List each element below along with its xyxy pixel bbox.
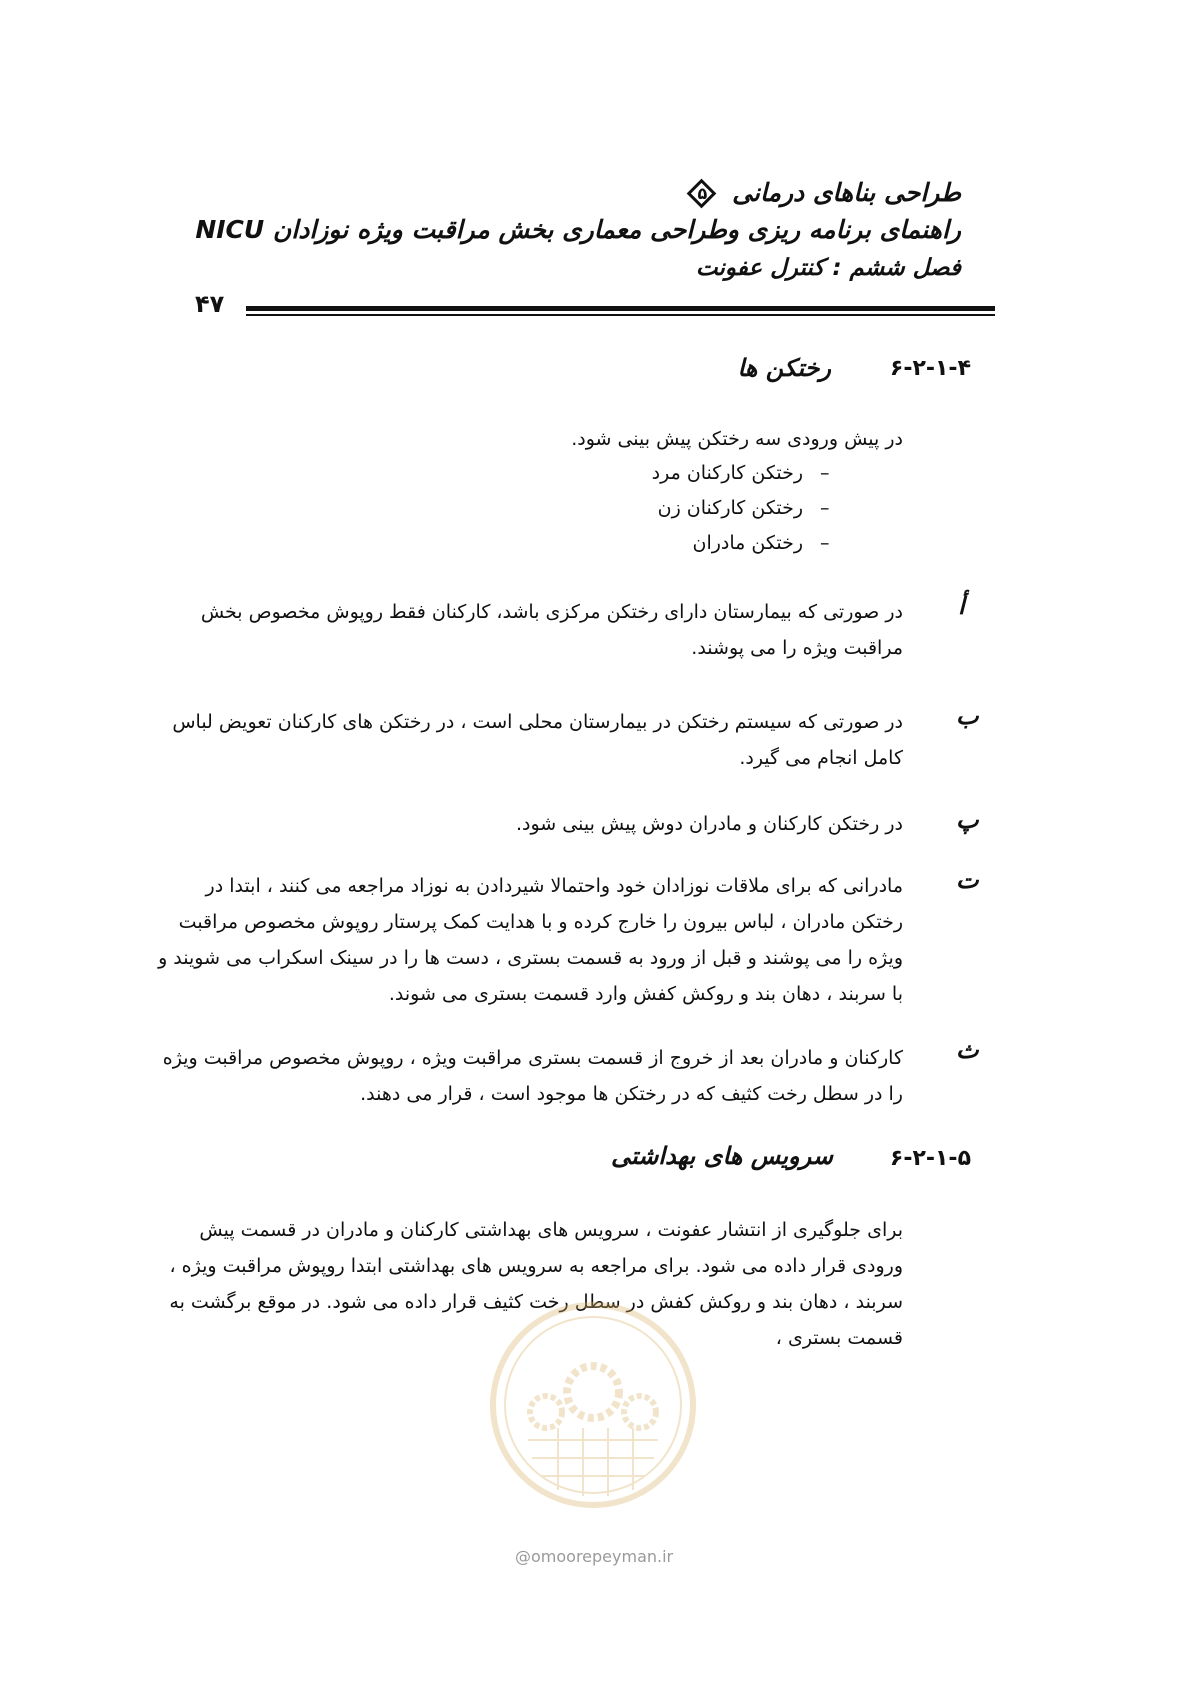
watermark-url: @omoorepeyman.ir [515, 1547, 674, 1566]
item-text: در رختکن کارکنان و مادران دوش پیش بینی شود. [515, 813, 903, 835]
section-intro: در پیش ورودی سه رختکن پیش بینی شود. [571, 428, 903, 450]
header-rule-thick [246, 306, 995, 311]
item-marker: أ [958, 592, 965, 620]
item-text: مادرانی که برای ملاقات نوزادان خود واحتمالا شیردادن به نوزاد مراجعه می کنند ، ابتدا در رختکن مادران ، لباس بیرون را خارج کرده و با هدایت کمک پرستار روپوش مخصوص مراقبت ویژه را می پوشند و قبل از ورود به قسمت بستری ، دست ها را در سینک اسکراب می شویند و با سربند ، دهان بند و روکش کفش وارد قسمت بستری می شوند. [158, 875, 903, 1005]
page-number: ۴۷ [195, 290, 225, 318]
list-item: رختکن مادران [692, 532, 803, 554]
item-text: در صورتی که سیستم رختکن در بیمارستان محلی است ، در رختکن های کارکنان تعویض لباس کامل انجام می گیرد. [172, 711, 903, 769]
bullet-dash: – [820, 532, 830, 554]
item-text: در صورتی که بیمارستان دارای رختکن مرکزی باشد، کارکنان فقط روپوش مخصوص بخش مراقبت ویژه را می پوشند. [200, 601, 903, 659]
watermark-seal [488, 1300, 698, 1510]
section-number: ۶-۲-۱-۵ [889, 1146, 971, 1171]
volume-number: ۵ [697, 184, 708, 203]
section-title: سرویس های بهداشتی [610, 1142, 833, 1170]
bullet-dash: – [820, 462, 830, 484]
chapter-title: فصل ششم : کنترل عفونت [695, 255, 961, 281]
volume-badge [687, 179, 717, 209]
list-item: رختکن کارکنان زن [657, 497, 803, 519]
bullet-dash: – [820, 497, 830, 519]
item-marker: ث [956, 1036, 979, 1064]
item-marker: ب [956, 702, 979, 730]
item-marker: پ [956, 806, 979, 834]
section-number: ۶-۲-۱-۴ [889, 356, 971, 381]
guide-title: راهنمای برنامه ریزی وطراحی معماری بخش مراقبت ویژه نوزادان NICU [195, 215, 961, 244]
item-text: کارکنان و مادران بعد از خروج از قسمت بستری مراقبت ویژه ، روپوش مخصوص مراقبت ویژه را در سطل رخت کثیف که در رختکن ها موجود است ، قرار می دهند. [162, 1047, 903, 1105]
header-rule-thin [246, 314, 995, 316]
list-item: رختکن کارکنان مرد [651, 462, 803, 484]
section-text: برای جلوگیری از انتشار عفونت ، سرویس های بهداشتی کارکنان و مادران در قسمت پیش ورودی قرار داده می شود. برای مراجعه به سرویس های بهداشتی ابتدا روپوش مراقبت ویژه ، سربند ، دهان بند و روکش کفش در سطل رخت کثیف قرار داده می شود. در موقع برگشت به قسمت بستری ، [169, 1219, 903, 1349]
book-title-text: طراحی بناهای درمانی [732, 178, 961, 207]
book-title [681, 178, 961, 209]
section-title: رختکن ها [737, 354, 831, 382]
item-marker: ت [956, 866, 979, 894]
